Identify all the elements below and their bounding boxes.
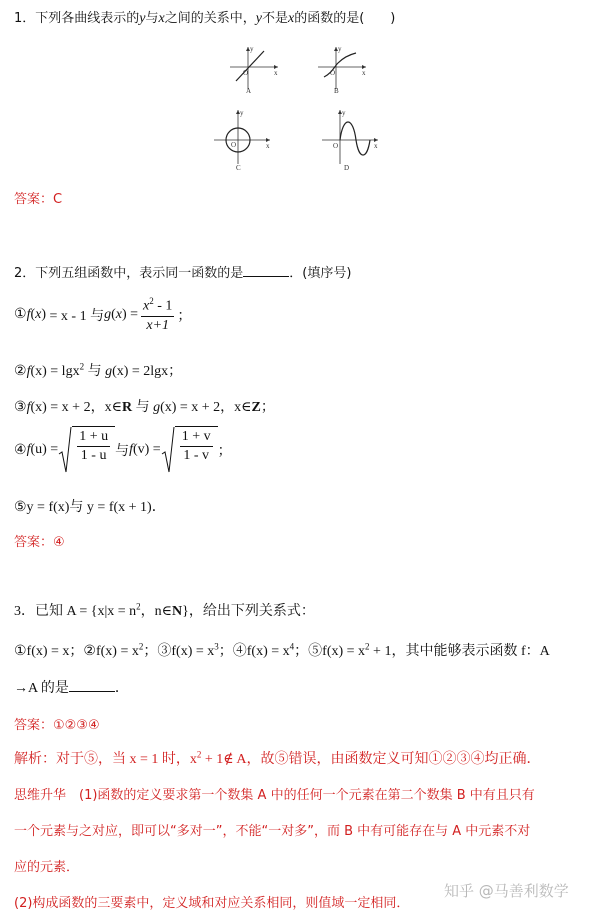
q3-analysis: 解析：对于⑤，当 x = 1 时，$x^2$ + 1∉ A，故⑤错误，由函数定义可知①②③④均正确． — [14, 749, 541, 767]
q2-answer: 答案：④ — [14, 535, 65, 550]
svg-text:x: x — [362, 69, 366, 77]
graph-b-label: B — [334, 87, 339, 93]
svg-text:y: y — [342, 109, 346, 117]
q2-item-1: ① f ( x ) = x - 1 与 g ( x ) = $\frac{x^2 - 1}{x+1}$ ； — [14, 296, 192, 333]
graph-c-label: C — [236, 164, 241, 172]
q3-relations: ①f(x) = x；②f(x) = $x^2$；③f(x) = $x^3$；④f(x) = $x^4$；⑤f(x) = $x^2 + 1$，其中能够表示函数 f：A — [14, 641, 550, 659]
graph-a-label: A — [246, 87, 252, 93]
graph-b — [314, 43, 370, 93]
q2-item-5: ⑤y = f(x)与 y = f(x + 1)． — [14, 500, 166, 515]
svg-text:y: y — [250, 45, 254, 53]
q3-think-3: 应的元素． — [14, 860, 80, 875]
svg-text:x: x — [374, 142, 378, 150]
graph-a — [226, 43, 282, 93]
q1-answer: 答案：C — [14, 192, 63, 207]
svg-text:O: O — [333, 142, 339, 150]
q3-stem: 3．已知 $A = \{x|x = n^2$，n∈N}，给出下列关系式： — [14, 601, 315, 619]
q2-stem: 2．下列五组函数中，表示同一函数的是 ．(填序号) — [14, 266, 352, 281]
graph-d-label: D — [344, 164, 350, 172]
q2-item-3: ③f(x) = x + 2，x∈R 与 g(x) = x + 2，x∈Z； — [14, 400, 275, 415]
q3-think-2: 一个元素与之对应，即可以“多对一”，不能“一对多”，而 B 中有可能存在与 A 中元素不对 — [14, 824, 531, 839]
svg-text:O: O — [243, 69, 249, 77]
sqrt-2: $\frac{1 + v}{1 - v}$ — [161, 426, 218, 474]
svg-text:y: y — [338, 45, 342, 53]
sqrt-1: $\frac{1 + u}{1 - u}$ — [58, 426, 115, 474]
q3-line3: →A 的是 ． — [14, 681, 129, 696]
q2-item-2: ②f(x) = lgx$^2$ 与 g(x) = 2lgx； — [14, 361, 183, 379]
svg-text:O: O — [330, 69, 336, 77]
svg-text:x: x — [266, 142, 270, 150]
watermark: 知乎 @马善利数学 — [444, 882, 569, 900]
q1-stem: 1．下列各曲线表示的y与x之间的关系中，y不是x的函数的是( ) — [14, 11, 396, 26]
svg-text:x: x — [274, 69, 278, 77]
q2-item-4: ④ f (u) = $\frac{1 + u}{1 - u}$ 与 f (v) = $\frac{1 + v}{1 - v}$ ； — [14, 426, 232, 474]
svg-text:O: O — [231, 141, 237, 149]
svg-text:y: y — [240, 109, 244, 117]
q3-answer: 答案：①②③④ — [14, 718, 100, 733]
q3-think-4: (2)构成函数的三要素中，定义域和对应关系相同，则值域一定相同． — [14, 896, 410, 911]
fraction-1: $\frac{x^2 - 1}{x+1}$ — [143, 296, 173, 333]
q3-think-1: 思维升华 (1)函数的定义要求第一个数集 A 中的任何一个元素在第二个数集 B 中有且只有 — [14, 788, 535, 803]
graph-c — [212, 106, 274, 172]
graph-d — [320, 106, 382, 172]
